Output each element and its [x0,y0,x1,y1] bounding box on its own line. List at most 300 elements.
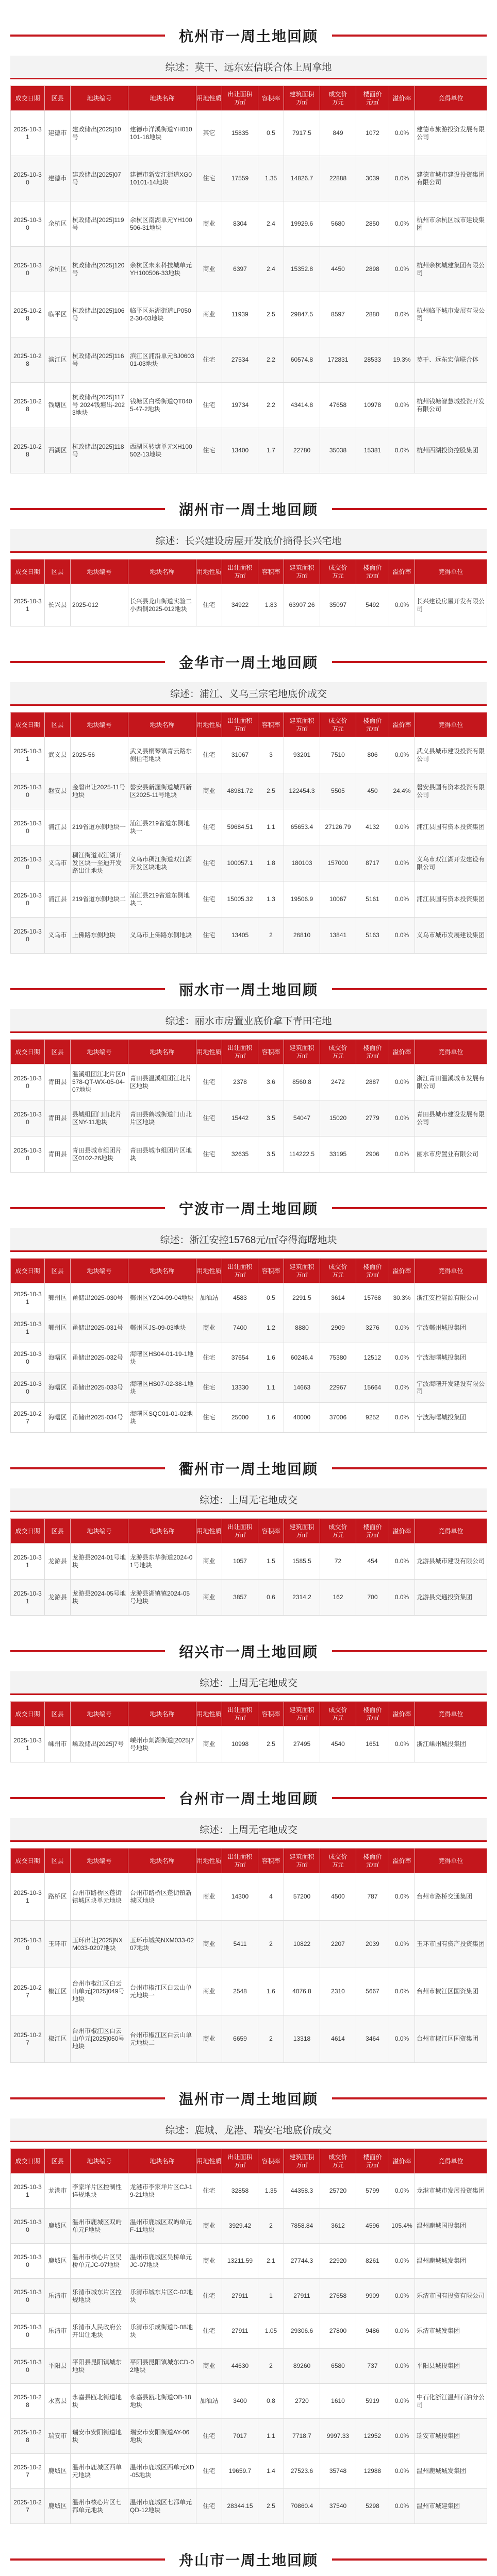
table-cell: 商业 [196,1873,222,1921]
banner-bar-left [10,661,165,663]
column-header [128,2149,196,2174]
table-cell: 钱塘区白杨街道QT0405-47-2地块 [128,383,196,428]
table-cell: 建德市城市建设投资集团有限公司 [415,156,487,201]
table-cell: 2025-10-30 [11,2349,45,2384]
column-header-label: 竞得单位 [438,721,463,728]
table-cell: 4500 [320,1873,356,1921]
column-header-label: 竞得单位 [438,1857,463,1865]
table-cell: 3464 [356,2015,389,2063]
section-banner [10,21,487,50]
banner-bar-left [10,508,165,510]
table-row [11,2244,487,2279]
table-cell: 8560.8 [284,1064,320,1100]
table-cell: 温州市鹿城区七都单元QD-12地块 [128,2489,196,2524]
table-cell: 乐清市 [45,2279,71,2314]
table-row [11,1544,487,1580]
banner-bar-right [332,1797,487,1799]
table-cell: 13405 [222,918,258,954]
column-header [196,1519,222,1544]
column-header-unit: 万㎡ [234,1053,246,1059]
column-header [415,1849,487,1873]
table-cell: 住宅 [196,337,222,383]
table-cell: 54047 [284,1100,320,1137]
section-tz [0,1783,497,2063]
land-table [10,2148,487,2524]
table-cell: 椒江区 [45,1968,71,2015]
table-cell: 2025-10-31 [11,1580,45,1616]
column-header [415,1259,487,1283]
table-cell: 0.0% [389,1100,415,1137]
column-header [320,1259,356,1283]
column-header [11,86,45,111]
section-banner [10,494,487,524]
column-header-label: 成交价 [328,1853,347,1860]
column-header-unit: 万㎡ [296,1861,308,1868]
land-table [10,1848,487,2063]
table-cell: 2025-10-30 [11,2244,45,2279]
table-cell: 849 [320,111,356,156]
column-header-label: 溢价率 [392,1267,411,1275]
table-cell: 0.0% [389,2174,415,2209]
column-header [415,2149,487,2174]
table-cell: 0.0% [389,428,415,473]
column-header [284,1702,320,1726]
column-header-unit: 万㎡ [296,1272,308,1278]
table-row [11,2209,487,2244]
table-cell: 3612 [320,2209,356,2244]
column-header [71,1259,128,1283]
table-cell: 长兴建设房屋开发有限公司 [415,584,487,626]
table-cell: 杭州西湖投资控股集团 [415,428,487,473]
table-cell: 37540 [320,2489,356,2524]
column-header-label: 楼面价 [363,1706,382,1714]
table-row [11,882,487,918]
column-header-label: 成交价 [328,1706,347,1714]
table-cell: 2025-10-31 [11,737,45,773]
table-cell: 2025-10-28 [11,292,45,337]
column-header-label: 地块名称 [150,1710,175,1718]
column-header [222,1259,258,1283]
table-cell: 金磐出让2025-11号地块 [71,773,128,809]
table-cell: 永嘉县 [45,2384,71,2419]
table-cell: 93201 [284,737,320,773]
column-header-unit: 万元 [332,572,344,579]
table-cell: 0.0% [389,809,415,845]
table-cell: 建德市新安江街道XG010101-14地块 [128,156,196,201]
column-header-label: 地块编号 [87,1857,112,1865]
column-header-unit: 元/㎡ [366,1272,379,1278]
table-cell: 2025-10-27 [11,2015,45,2063]
table-cell: 8304 [222,201,258,247]
column-header [320,1702,356,1726]
section-banner [10,647,487,677]
table-cell: 永嘉县瓯北街道地块 [71,2384,128,2419]
column-header [196,713,222,737]
table-cell: 义乌市城市发展建设集团 [415,918,487,954]
table-cell: 31067 [222,737,258,773]
table-row [11,1873,487,1921]
table-cell: 乐清市城东片区C-02地块 [128,2279,196,2314]
column-header [258,86,284,111]
land-table [10,1701,487,1762]
table-cell: 2025-10-30 [11,918,45,954]
table-cell: 2378 [222,1064,258,1100]
column-header [258,1702,284,1726]
table-cell: 建政储出[2025]07号 [71,156,128,201]
column-header-label: 容积率 [261,1710,280,1718]
table-cell: 嵊州市剡湖街道[2025]7号地块 [128,1726,196,1762]
table-cell: 5505 [320,773,356,809]
table-row [11,584,487,626]
column-header [320,2149,356,2174]
land-table [10,1518,487,1616]
table-cell: 29306.6 [284,2314,320,2349]
table-cell: 温州鹿城城发集团 [415,2244,487,2279]
table-cell: 9909 [356,2279,389,2314]
column-header-label: 溢价率 [392,568,411,575]
column-header-unit: 元/㎡ [366,1715,379,1721]
table-row [11,1921,487,1968]
table-cell: 台州市椒江区国资集团 [415,1968,487,2015]
section-wz [0,2083,497,2524]
column-header [258,1849,284,1873]
column-header [196,560,222,584]
table-cell: 建德市 [45,156,71,201]
column-header-label: 出让面积 [227,1523,253,1531]
table-cell: 5411 [222,1921,258,1968]
table-cell: 19.3% [389,337,415,383]
table-cell: 住宅 [196,1100,222,1137]
table-cell: 11939 [222,292,258,337]
table-cell: 27911 [222,2314,258,2349]
table-cell: 台州市路桥交通集团 [415,1873,487,1921]
column-header-label: 出让面积 [227,564,253,571]
column-header [389,2149,415,2174]
table-cell: 台州市椒江区白云山单元地块二 [128,2015,196,2063]
column-header [45,86,71,111]
column-header-label: 区县 [51,1710,64,1718]
table-cell: 温溪组团江北片区0578-QT-WX-05-04-07地块 [71,1064,128,1100]
table-cell: 3929.42 [222,2209,258,2244]
table-cell: 12512 [356,1343,389,1373]
table-cell: 22920 [320,2244,356,2279]
column-header [389,1040,415,1064]
table-cell: 0.0% [389,1373,415,1403]
column-header-label: 地块编号 [87,568,112,575]
column-header [389,1702,415,1726]
table-cell: 5298 [356,2489,389,2524]
column-header [45,1849,71,1873]
column-header-unit: 万㎡ [234,1715,246,1721]
table-cell: 10822 [284,1921,320,1968]
table-cell: 2025-10-28 [11,2384,45,2419]
column-header [320,1040,356,1064]
section-sx [0,1636,497,1762]
section-banner [10,1636,487,1666]
column-header-label: 用地性质 [196,721,222,728]
table-cell: 余杭区南湖单元YH100506-31地块 [128,201,196,247]
column-header-unit: 万㎡ [234,572,246,579]
column-header-unit: 元/㎡ [366,1532,379,1538]
table-cell: 10067 [320,882,356,918]
table-cell: 57200 [284,1873,320,1921]
table-cell: 0.0% [389,1137,415,1173]
table-cell: 27523.6 [284,2454,320,2489]
column-header-unit: 元/㎡ [366,572,379,579]
table-cell: 商业 [196,2209,222,2244]
column-header [356,1849,389,1873]
table-cell: 1651 [356,1726,389,1762]
table-cell: 3.6 [258,1064,284,1100]
section-banner [10,974,487,1004]
column-header-unit: 万元 [332,1532,344,1538]
table-cell: 1.6 [258,1403,284,1433]
table-cell: 0.0% [389,2244,415,2279]
column-header-label: 地块名称 [150,1527,175,1535]
table-cell: 商业 [196,201,222,247]
table-cell: 40000 [284,1403,320,1433]
table-cell: 台州市椒江区白云山单元地块一 [128,1968,196,2015]
column-header [45,1519,71,1544]
table-cell: 温州市城建集团 [415,2489,487,2524]
table-cell: 2909 [320,1313,356,1343]
column-header [284,1849,320,1873]
table-cell: 32635 [222,1137,258,1173]
section-hz [0,21,497,473]
table-cell: 122454.3 [284,773,320,809]
table-cell: 0.0% [389,1343,415,1373]
column-header-label: 地块名称 [150,94,175,102]
column-header-label: 地块名称 [150,1267,175,1275]
table-cell: 长兴县龙山街道实验二小西侧2025-012地块 [128,584,196,626]
table-cell: 13400 [222,428,258,473]
section-summary: 综述：浦江、义乌三宗宅地底价成交 [10,682,487,706]
table-cell: 路桥区 [45,1873,71,1921]
column-header [45,560,71,584]
table-cell: 0.0% [389,292,415,337]
table-cell: 住宅 [196,1403,222,1433]
column-header [389,86,415,111]
column-header-label: 竞得单位 [438,1710,463,1718]
section-banner [10,1453,487,1483]
banner-bar-left [10,1467,165,1469]
table-cell: 4 [258,1873,284,1921]
table-cell: 2025-10-28 [11,383,45,428]
table-cell: 杭政储出[2025]117号 2024钱塘出-2023地块 [71,383,128,428]
column-header-label: 用地性质 [196,1857,222,1865]
column-header [222,1040,258,1064]
table-cell: 浙江青田温溪城市发展有限公司 [415,1064,487,1100]
table-cell: 商业 [196,1313,222,1343]
section-ls [0,974,497,1173]
column-header-label: 溢价率 [392,2157,411,2165]
banner-bar-right [332,508,487,510]
table-cell: 8880 [284,1313,320,1343]
table-header-row [11,713,487,737]
table-cell: 1.3 [258,882,284,918]
table-cell: 1.6 [258,1968,284,2015]
section-hu [0,494,497,626]
column-header [222,86,258,111]
table-cell: 青田县城市组团片区地块 [128,1137,196,1173]
table-cell: 玉环市国有资产投资集团 [415,1921,487,1968]
table-cell: 35748 [320,2454,356,2489]
table-cell: 温州鹿城城发集团 [415,2454,487,2489]
table-cell: 27534 [222,337,258,383]
table-cell: 4596 [356,2209,389,2244]
table-row [11,918,487,954]
column-header-label: 地块编号 [87,1527,112,1535]
table-cell: 2025-10-31 [11,1313,45,1343]
column-header [196,86,222,111]
table-cell: 义乌市 [45,918,71,954]
table-cell: 219省道东侧地块一 [71,809,128,845]
column-header [222,560,258,584]
table-row [11,2419,487,2454]
table-cell: 2025-10-30 [11,247,45,292]
table-cell: 2025-10-30 [11,2209,45,2244]
table-cell: 鄞州区YZ04-09-04地块 [128,1283,196,1313]
table-cell: 台州市椒江区白云山单元[2025]050号地块 [71,2015,128,2063]
table-cell: 450 [356,773,389,809]
table-cell: 787 [356,1873,389,1921]
table-cell: 2 [258,2349,284,2384]
table-cell: 台州市路桥区蓬街镇新城区地块 [128,1873,196,1921]
table-cell: 浙江嵊州城投集团 [415,1726,487,1762]
table-row [11,2015,487,2063]
table-cell: 鄞州区JS-09-03地块 [128,1313,196,1343]
section-title: 绍兴市一周土地回顾 [170,1641,327,1662]
banner-bar-left [10,2097,165,2099]
land-table [10,559,487,626]
column-header [356,1702,389,1726]
column-header [45,1040,71,1064]
table-row [11,773,487,809]
table-cell: 商业 [196,2349,222,2384]
column-header [45,713,71,737]
table-header-row [11,86,487,111]
column-header-label: 竞得单位 [438,568,463,575]
table-cell: 28533 [356,337,389,383]
table-row [11,337,487,383]
column-header [128,560,196,584]
table-cell: 7718.7 [284,2419,320,2454]
table-cell: 龙游县城市建设有限公司 [415,1544,487,1580]
column-header-label: 地块编号 [87,2157,112,2165]
column-header-label: 区县 [51,721,64,728]
column-header-label: 地块编号 [87,94,112,102]
section-title: 衢州市一周土地回顾 [170,1458,327,1479]
column-header-unit: 万元 [332,1053,344,1059]
table-cell: 2906 [356,1137,389,1173]
table-cell: 建德市旅游投资发展有限公司 [415,111,487,156]
column-header [128,1040,196,1064]
column-header-label: 溢价率 [392,1527,411,1535]
table-cell: 5161 [356,882,389,918]
table-cell: 172831 [320,337,356,383]
table-cell: 杭政储出[2025]119号 [71,201,128,247]
table-row [11,737,487,773]
banner-bar-left [10,1650,165,1652]
column-header [389,713,415,737]
table-cell: 2898 [356,247,389,292]
table-cell: 19734 [222,383,258,428]
column-header [222,713,258,737]
section-summary: 综述：鹿城、龙港、瑞安宅地底价成交 [10,2119,487,2142]
column-header [284,86,320,111]
table-cell: 4450 [320,247,356,292]
table-row [11,2384,487,2419]
column-header [356,560,389,584]
table-cell: 2 [258,2209,284,2244]
table-header-row [11,1040,487,1064]
table-cell: 15442 [222,1100,258,1137]
table-cell: 1.2 [258,1313,284,1343]
table-cell: 2.2 [258,383,284,428]
table-cell: 13318 [284,2015,320,2063]
table-cell: 0.0% [389,1873,415,1921]
section-summary: 综述：上周无宅地成交 [10,1488,487,1512]
table-cell: 玉环市城关NXM033-0207地块 [128,1921,196,1968]
table-cell: 24.4% [389,773,415,809]
table-cell: 鹿城区 [45,2489,71,2524]
table-cell: 平阳县 [45,2349,71,2384]
table-cell: 商业 [196,292,222,337]
table-cell: 2025-10-27 [11,1403,45,1433]
table-cell: 2025-10-27 [11,2489,45,2524]
table-cell: 44630 [222,2349,258,2384]
column-header [71,1849,128,1873]
table-cell: 龙港市城市发展投资集团 [415,2174,487,2209]
banner-bar-right [332,2558,487,2561]
column-header-unit: 元/㎡ [366,99,379,106]
section-jh [0,647,497,954]
table-cell: 中石化浙江温州石油分公司 [415,2384,487,2419]
table-cell: 住宅 [196,2279,222,2314]
column-header-label: 建筑面积 [289,1706,314,1714]
column-header [71,1519,128,1544]
column-header-label: 成交日期 [15,2157,40,2165]
table-cell: 平阳县昆阳镇城东地块 [71,2349,128,2384]
table-cell: 27800 [320,2314,356,2349]
column-header-label: 楼面价 [363,717,382,724]
table-cell: 4583 [222,1283,258,1313]
table-cell: 2.5 [258,292,284,337]
table-cell: 22780 [284,428,320,473]
column-header [415,86,487,111]
banner-bar-right [332,35,487,37]
land-table [10,86,487,473]
table-cell: 30.3% [389,1283,415,1313]
table-cell: 乐清市 [45,2314,71,2349]
column-header-unit: 万元 [332,1715,344,1721]
table-cell: 180103 [284,845,320,882]
table-cell: 0.0% [389,1403,415,1433]
table-cell: 瑞安市安阳街道地块 [71,2419,128,2454]
banner-bar-right [332,988,487,990]
table-cell: 西湖区转塘单元XH100502-13地块 [128,428,196,473]
table-cell: 6580 [320,2349,356,2384]
table-cell: 114222.5 [284,1137,320,1173]
column-header-unit: 元/㎡ [366,1053,379,1059]
table-cell: 0.0% [389,737,415,773]
table-cell: 2025-10-31 [11,1544,45,1580]
table-cell: 杭政储出[2025]106号 [71,292,128,337]
column-header-label: 用地性质 [196,1527,222,1535]
column-header [11,1040,45,1064]
table-cell: 温州市鹿城区西单元地块 [71,2454,128,2489]
table-cell: 3400 [222,2384,258,2419]
